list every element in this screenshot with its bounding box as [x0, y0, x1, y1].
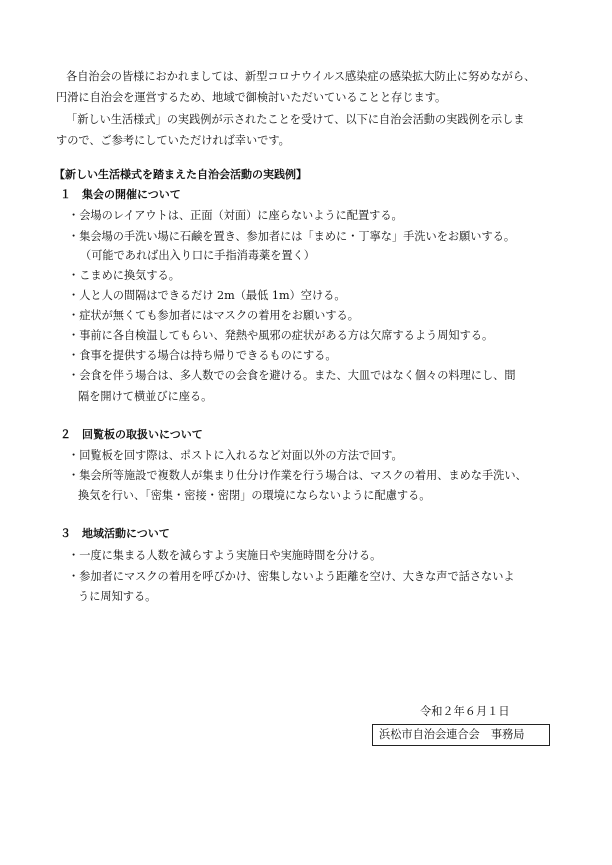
section-1-item-8-cont: 隔を開けて横並びに座る。 [78, 390, 213, 403]
section-1-item-2: ・集会場の手洗い場に石鹸を置き、参加者には「まめに・丁寧な」手洗いをお願いする。 [68, 230, 516, 243]
section-1-item-4: ・人と人の間隔はできるだけ 2m（最低 1m）空ける。 [68, 289, 346, 302]
document-date: 令和２年６月１日 [420, 705, 510, 718]
section-2-title: ２ 回覧板の取扱いについて [60, 428, 203, 441]
issuer-name: 浜松市自治会連合会 事務局 [379, 728, 525, 741]
section-3-title: ３ 地域活動について [60, 527, 170, 540]
section-1-item-7: ・食事を提供する場合は持ち帰りできるものにする。 [68, 349, 337, 362]
section-1-item-8: ・会食を伴う場合は、多人数での会食を避ける。また、大皿ではなく個々の料理にし、間 [68, 369, 516, 382]
section-1-item-6: ・事前に各自検温してもらい、発熱や風邪の症状がある方は欠席するよう周知する。 [68, 329, 494, 342]
section-1-item-5: ・症状が無くても参加者にはマスクの着用をお願いする。 [68, 309, 359, 322]
section-3-item-1: ・一度に集まる人数を減らすよう実施日や実施時間を分ける。 [68, 549, 382, 562]
intro-line-2: 円滑に自治会を運営するため、地域で御検討いただいていることと存じます。 [56, 91, 447, 104]
section-2-item-2-cont: 換気を行い、「密集・密接・密閉」の環境にならないように配慮する。 [78, 489, 431, 502]
intro-line-3: 「新しい生活様式」の実践例が示されたことを受けて、以下に自治会活動の実践例を示しま [66, 113, 525, 126]
intro-line-1: 各自治会の皆様におかれましては、新型コロナウイルス感染症の感染拡大防止に努めながら、 [66, 70, 536, 83]
section-3-item-2: ・参加者にマスクの着用を呼びかけ、密集しないよう距離を空け、大きな声で話さないよ [68, 570, 515, 583]
section-2-item-1: ・回覧板を回す際は、ポストに入れるなど対面以外の方法で回す。 [68, 449, 403, 462]
main-heading: 【新しい生活様式を踏まえた自治会活動の実践例】 [54, 168, 307, 181]
section-3-item-2-cont: うに周知する。 [78, 590, 157, 603]
issuer-box [372, 724, 550, 746]
section-1-item-1: ・会場のレイアウトは、正面（対面）に座らないように配置する。 [68, 209, 403, 222]
intro-line-4: すので、ご参考にしていただければ幸いです。 [56, 134, 290, 147]
section-2-item-2: ・集会所等施設で複数人が集まり仕分け作業を行う場合は、マスクの着用、まめな手洗い、 [68, 469, 527, 482]
section-1-title: １ 集会の開催について [60, 188, 181, 201]
section-1-item-3: ・こまめに換気する。 [68, 269, 180, 282]
section-1-item-2-note: （可能であれば出入り口に手指消毒薬を置く） [80, 249, 315, 262]
